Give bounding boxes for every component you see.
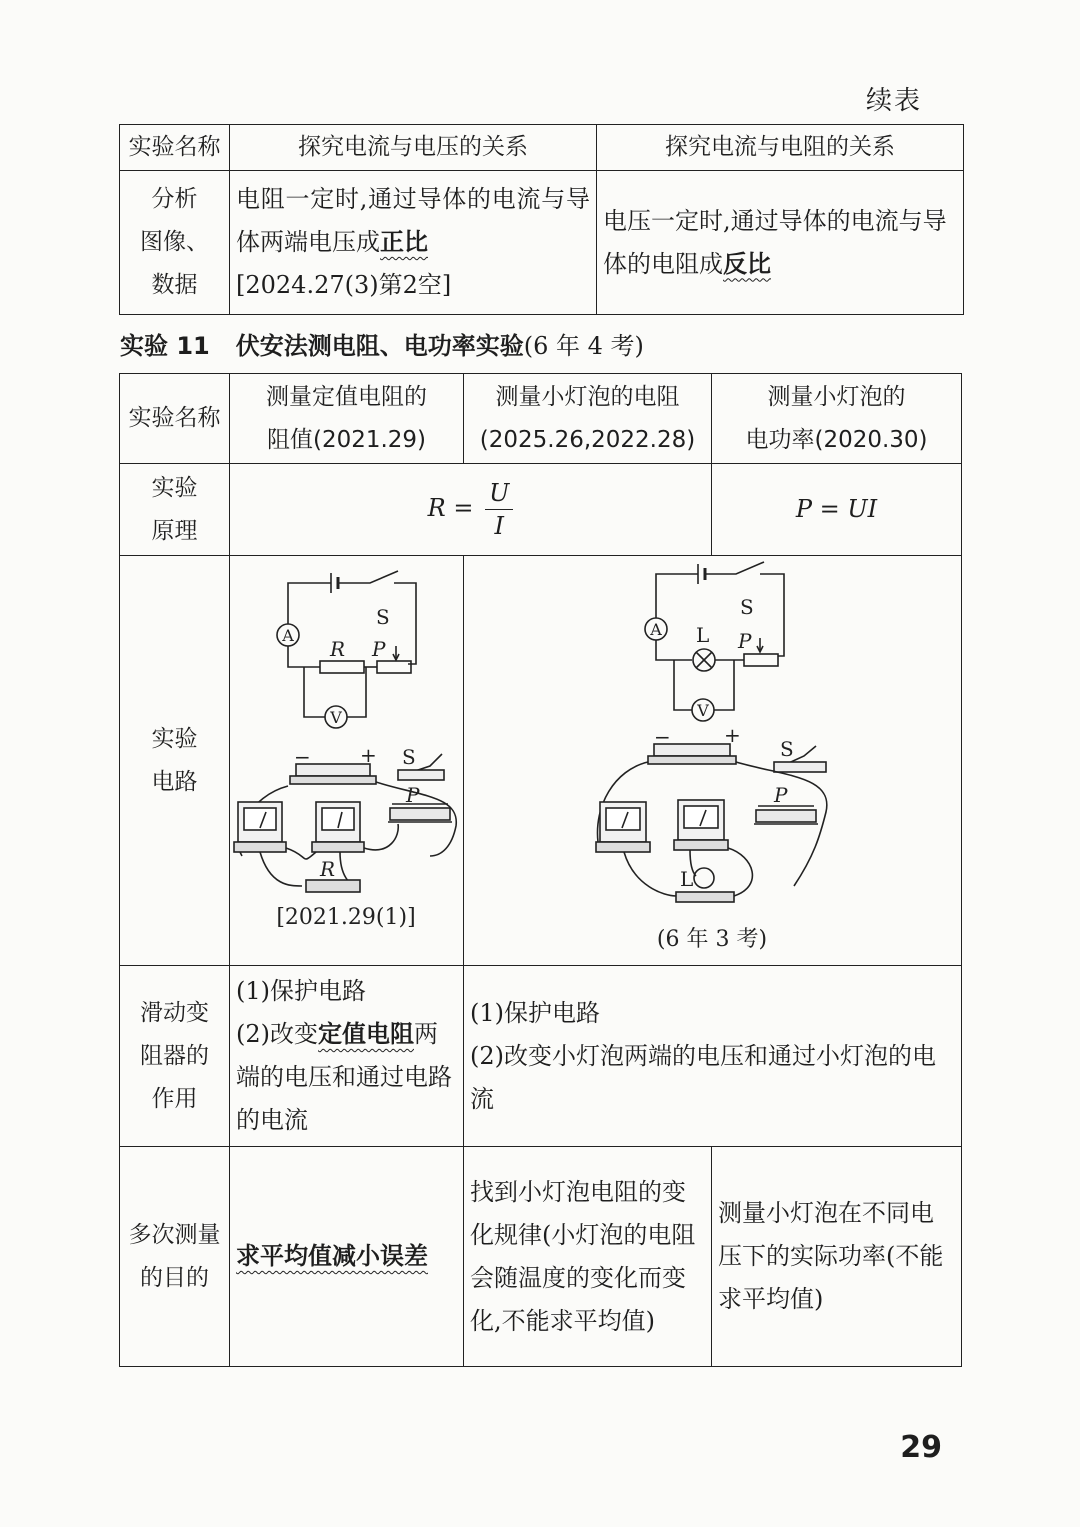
circuit-diagram-resistor	[230, 556, 462, 964]
multi-label-line: 多次测量	[128, 1221, 221, 1248]
principle-label-line: 原理	[151, 517, 198, 544]
rheo2-item2: (2)改变小灯泡两端的电压和通过小灯泡的电流	[470, 1041, 936, 1113]
formula-r-fraction	[485, 477, 513, 542]
voltmeter-symbol-2: V	[697, 701, 709, 720]
rheo2-item1: (1)保护电路	[470, 998, 600, 1027]
minus-symbol-1: −	[294, 745, 311, 769]
table2-col-header: 实验名称	[120, 374, 230, 464]
exp2-name-line2: (2025.26,2022.28)	[479, 426, 696, 453]
multi-measure-label	[120, 1147, 230, 1367]
exp1-name-line2: 阻值(2021.29)	[266, 426, 427, 453]
circuit1-caption: [2021.29(1)]	[276, 905, 416, 930]
circuit-cell-1	[230, 556, 464, 966]
multi-measure-3: 测量小灯泡在不同电压下的实际功率(不能求平均值)	[712, 1147, 962, 1367]
switch-photo-label-1: S	[402, 745, 416, 769]
plus-symbol-2: +	[724, 723, 741, 747]
table1-row-label-line: 数据	[151, 272, 198, 298]
rheostat-label-line: 滑动变	[140, 999, 209, 1026]
rheostat-photo-label-2: P	[774, 783, 788, 807]
principle-resistance	[230, 464, 712, 556]
table1-exp1-analysis	[230, 171, 597, 315]
ammeter-symbol-2: A	[650, 620, 662, 639]
table2-exp1-name	[230, 374, 464, 464]
table2-exp3-name	[712, 374, 962, 464]
principle-label	[120, 464, 230, 556]
rheo1-item2-answer: 定值电阻	[318, 1020, 414, 1048]
multi1-answer: 求平均值减小误差	[236, 1242, 428, 1270]
table1-row-label-line: 分析	[151, 186, 198, 212]
page-number: 29	[900, 1430, 942, 1465]
rheo1-item2-post: 两端的电压和通过电路的电流	[236, 1020, 452, 1134]
rheostat-role-1	[230, 966, 464, 1147]
continued-label: 续表	[865, 86, 922, 116]
switch-photo-label-2: S	[780, 737, 794, 761]
exp2-answer: 反比	[723, 249, 771, 278]
rheostat-role-label	[120, 966, 230, 1147]
table2-exp2-name	[464, 374, 712, 464]
switch-symbol-2: S	[740, 595, 754, 619]
formula-r-lhs: R =	[427, 494, 474, 522]
circuit-label	[120, 556, 230, 966]
exp2-analysis-text: 电压一定时,通过导体的电流与导体的电阻成	[603, 206, 947, 278]
lamp-symbol-2: L	[696, 623, 710, 647]
circuit-cell-2	[464, 556, 962, 966]
rheostat-role-2	[464, 966, 962, 1147]
table1-exp1-name: 探究电流与电压的关系	[230, 125, 597, 171]
rheostat-symbol-1: P	[372, 637, 386, 661]
table1-col-header: 实验名称	[120, 125, 230, 171]
table-continued	[119, 124, 964, 315]
circuit-label-line: 电路	[151, 768, 198, 795]
rheostat-label-line: 阻器的	[140, 1042, 209, 1069]
exp1-name-line1: 测量定值电阻的	[266, 383, 427, 410]
multi-label-line: 的目的	[140, 1264, 209, 1291]
formula-r-numerator: U	[485, 477, 513, 510]
exp1-analysis-text: 电阻一定时,通过导体的电流与导体两端电压成	[236, 185, 590, 256]
switch-symbol-1: S	[376, 605, 390, 629]
rheo1-item1: (1)保护电路	[236, 977, 366, 1005]
exp1-ref: [2024.27(3)第2空]	[236, 271, 452, 299]
rheostat-symbol-2: P	[738, 629, 752, 653]
table-voltammetry	[119, 373, 962, 1367]
minus-symbol-2: −	[654, 725, 671, 749]
resistor-photo-label-1: R	[320, 857, 336, 881]
section-title: 伏安法测电阻、电功率实验	[235, 332, 524, 360]
circuit-label-line: 实验	[151, 725, 198, 752]
exp1-answer: 正比	[380, 228, 428, 256]
plus-symbol-1: +	[360, 743, 377, 767]
resistor-symbol-1: R	[330, 637, 346, 661]
section-heading	[120, 326, 644, 361]
rheo1-item2	[236, 1013, 457, 1142]
table1-exp2-analysis	[597, 171, 964, 315]
table1-row-label-line: 图像、	[140, 229, 209, 255]
section-label: 实验 11	[120, 332, 210, 360]
ammeter-symbol-1: A	[282, 626, 294, 645]
table1-row-label	[120, 171, 230, 315]
exp3-name-line2: 电功率(2020.30)	[745, 426, 928, 453]
multi-measure-2: 找到小灯泡电阻的变化规律(小灯泡的电阻会随温度的变化而变化,不能求平均值)	[464, 1147, 712, 1367]
circuit2-caption: (6 年 3 考)	[656, 927, 768, 952]
rheostat-photo-label-1: P	[406, 783, 420, 807]
lamp-photo-label-2: L	[680, 867, 694, 891]
voltmeter-symbol-1: V	[330, 708, 342, 727]
principle-power: P = UI	[712, 464, 962, 556]
table1-exp2-name: 探究电流与电阻的关系	[597, 125, 964, 171]
section-frequency: (6 年 4 考)	[523, 332, 644, 360]
exp2-name-line1: 测量小灯泡的电阻	[495, 383, 680, 410]
multi-measure-1	[230, 1147, 464, 1367]
exp3-name-line1: 测量小灯泡的	[767, 383, 906, 410]
formula-r-denominator: I	[494, 512, 504, 540]
principle-label-line: 实验	[151, 474, 198, 501]
rheo1-item2-pre: (2)改变	[236, 1020, 318, 1048]
rheostat-label-line: 作用	[151, 1085, 198, 1112]
circuit-diagram-lamp	[464, 556, 960, 964]
